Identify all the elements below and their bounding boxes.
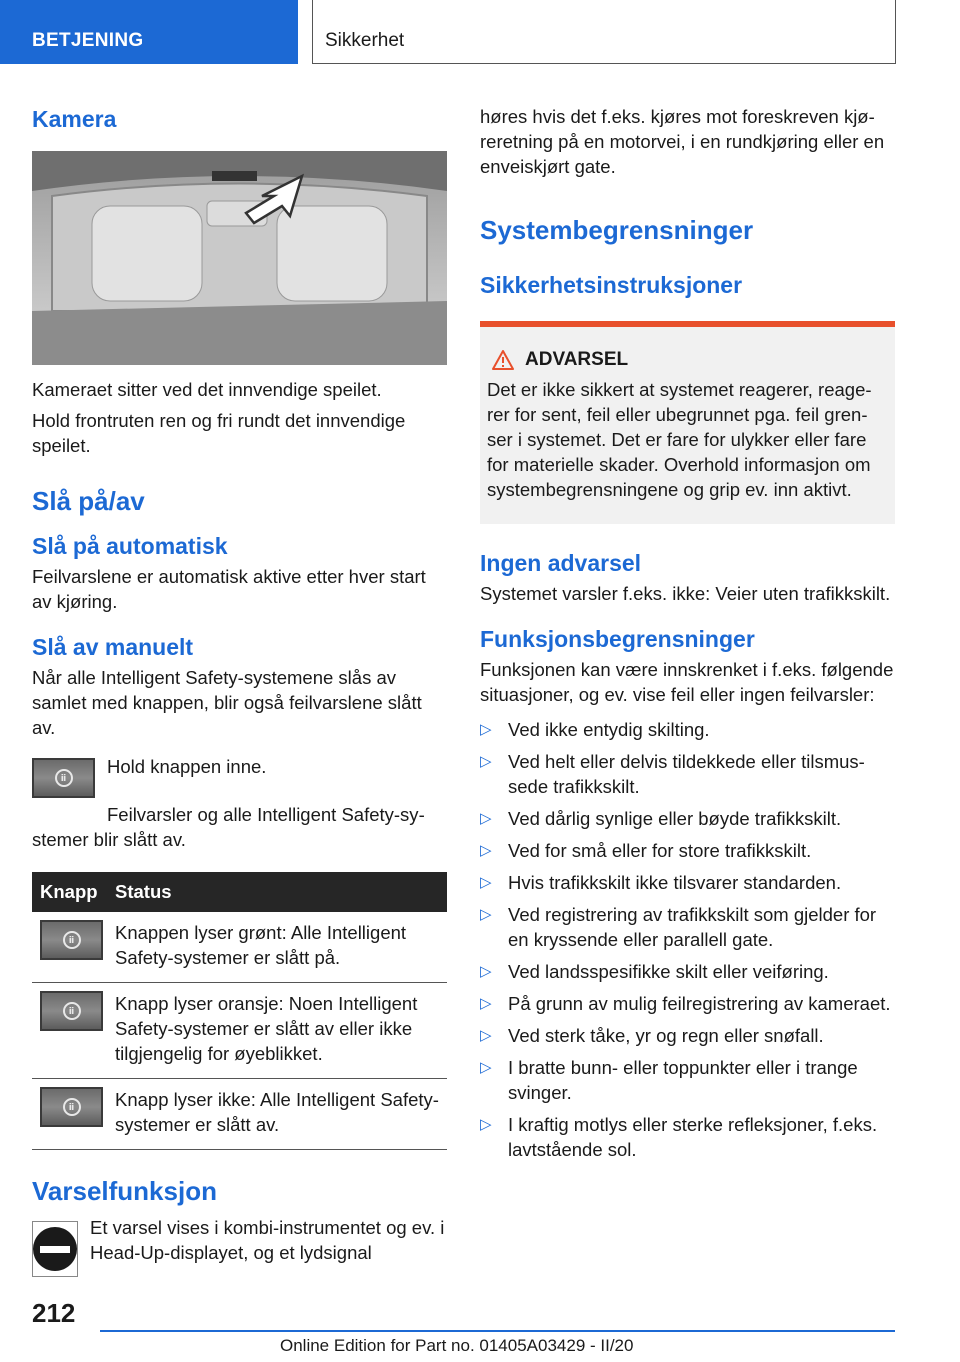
- table-cell-status: Knapp lyser oransje: Noen Intelligent Safety-systemer er slått av eller ikke tilgjengelig for øyeblikket.: [115, 983, 447, 1079]
- warning-triangle-icon: [491, 349, 515, 371]
- intelligent-safety-button-icon: ⅱ: [32, 758, 95, 798]
- varsel-block: [32, 1215, 447, 1277]
- table-cell-status: Knapp lyser ikke: Alle Intelligent Safety-systemer er slått av.: [115, 1079, 447, 1150]
- page-number: 212: [32, 1298, 76, 1328]
- list-item: ▷ Ved helt eller delvis tildekkede eller tilsmussede trafikkskilt.: [480, 751, 865, 797]
- triangle-bullet-icon: ▷: [480, 842, 492, 859]
- triangle-bullet-icon: ▷: [480, 995, 492, 1012]
- varsel-heading: Varselfunksjon: [32, 1176, 217, 1206]
- header-chapter: Sikkerhet: [312, 0, 896, 64]
- triangle-bullet-icon: ▷: [480, 963, 492, 980]
- manual-heading: Slå av manuelt: [32, 634, 194, 660]
- warning-box: [480, 321, 895, 524]
- footer-divider: [100, 1330, 895, 1332]
- hold-paragraph-2: Feilvarsler og alle Intelligent Safety-systemer blir slått av.: [32, 804, 425, 850]
- triangle-bullet-icon: ▷: [480, 753, 492, 770]
- warning-text: Det er ikke sikkert at systemet reagerer, reagerer for sent, feil eller ubegrunnet pga. feil grenser i systemet. Det er fare for ulykker eller fare for materielle skader. Overhold informasjon om systembegrensningene og grip ev. inn aktivt.: [487, 379, 872, 500]
- kamera-heading: Kamera: [32, 106, 117, 132]
- manual-paragraph: Når alle Intelligent Safety-systemene slås av samlet med knappen, blir også feilvarslene slått av.: [32, 667, 422, 738]
- list-item: ▷ Ved ikke entydig skilting.: [480, 719, 710, 740]
- triangle-bullet-icon: ▷: [480, 906, 492, 923]
- list-item: ▷ Ved dårlig synlige eller bøyde trafikkskilt.: [480, 808, 842, 829]
- header-section: BETJENING: [0, 0, 298, 64]
- onoff-heading: Slå på/av: [32, 486, 145, 516]
- limitation-list: [480, 717, 895, 1162]
- button-orange-icon: ⅱ: [40, 991, 103, 1031]
- triangle-bullet-icon: ▷: [480, 721, 492, 738]
- warning-title-text: ADVARSEL: [525, 349, 629, 370]
- button-off-icon: ⅱ: [40, 1087, 103, 1127]
- table-row: [32, 912, 447, 983]
- auto-heading: Slå på automatisk: [32, 533, 228, 559]
- kamera-paragraph-2: Hold frontruten ren og fri rundt det innvendige speilet.: [32, 410, 406, 456]
- ingen-heading: Ingen advarsel: [480, 550, 642, 576]
- no-entry-icon: [32, 1221, 78, 1277]
- footer-edition[interactable]: Online Edition for Part no. 01405A03429 - II/20: [280, 1336, 634, 1355]
- button-green-icon: ⅱ: [40, 920, 103, 960]
- table-header-status: Status: [115, 872, 447, 912]
- triangle-bullet-icon: ▷: [480, 874, 492, 891]
- table-row: [32, 983, 447, 1079]
- auto-paragraph: Feilvarslene er automatisk aktive etter hver start av kjøring.: [32, 566, 426, 612]
- sikkerhet-heading: Sikkerhetsinstruksjoner: [480, 272, 743, 298]
- funksjon-heading: Funksjonsbegrensninger: [480, 626, 755, 652]
- list-item: ▷ På grunn av mulig feilregistrering av kameraet.: [480, 993, 891, 1014]
- left-column: [32, 100, 447, 1277]
- list-item: ▷ Hvis trafikkskilt ikke tilsvarer standarden.: [480, 872, 842, 893]
- triangle-bullet-icon: ▷: [480, 1116, 492, 1133]
- list-item: ▷ I bratte bunn- eller toppunkter eller i trange svinger.: [480, 1057, 858, 1103]
- car-interior-illustration: [32, 151, 447, 365]
- kamera-paragraph-1: Kameraet sitter ved det innvendige speilet.: [32, 379, 382, 400]
- camera-photo: [32, 151, 447, 365]
- list-item: ▷ Ved landsspesifikke skilt eller veiføring.: [480, 961, 829, 982]
- triangle-bullet-icon: ▷: [480, 1059, 492, 1076]
- warning-title: [487, 349, 883, 371]
- table-row: [32, 1079, 447, 1150]
- list-item: ▷ Ved for små eller for store trafikkskilt.: [480, 840, 812, 861]
- varsel-paragraph: Et varsel vises i kombi-instrumentet og ev. i Head-Up-displayet, og et lydsignal: [90, 1217, 445, 1263]
- triangle-bullet-icon: ▷: [480, 810, 492, 827]
- table-header-knapp: Knapp: [32, 872, 115, 912]
- ingen-paragraph: Systemet varsler f.eks. ikke: Veier uten trafikkskilt.: [480, 583, 891, 604]
- status-table: [32, 872, 447, 1150]
- continued-paragraph: høres hvis det f.eks. kjøres mot foreskreven kjøreretning på en motorvei, i en rundkjøring eller en enveiskjørt gate.: [480, 106, 885, 177]
- right-column: [480, 100, 895, 1169]
- list-item: ▷ Ved registrering av trafikkskilt som gjelder for en kryssende eller parallell gate.: [480, 904, 877, 950]
- systembegrensninger-heading: Systembegrensninger: [480, 215, 754, 245]
- hold-paragraph-1: Hold knappen inne.: [107, 756, 267, 777]
- table-cell-status: Knappen lyser grønt: Alle Intelligent Safety-systemer er slått på.: [115, 912, 447, 983]
- list-item: ▷ Ved sterk tåke, yr og regn eller snøfall.: [480, 1025, 824, 1046]
- hold-instruction: [32, 754, 447, 798]
- funksjon-paragraph: Funksjonen kan være innskrenket i f.eks. følgende situasjoner, og ev. vise feil eller ingen feilvarsler:: [480, 659, 894, 705]
- triangle-bullet-icon: ▷: [480, 1027, 492, 1044]
- list-item: ▷ I kraftig motlys eller sterke refleksjoner, f.eks. lavtstående sol.: [480, 1114, 878, 1160]
